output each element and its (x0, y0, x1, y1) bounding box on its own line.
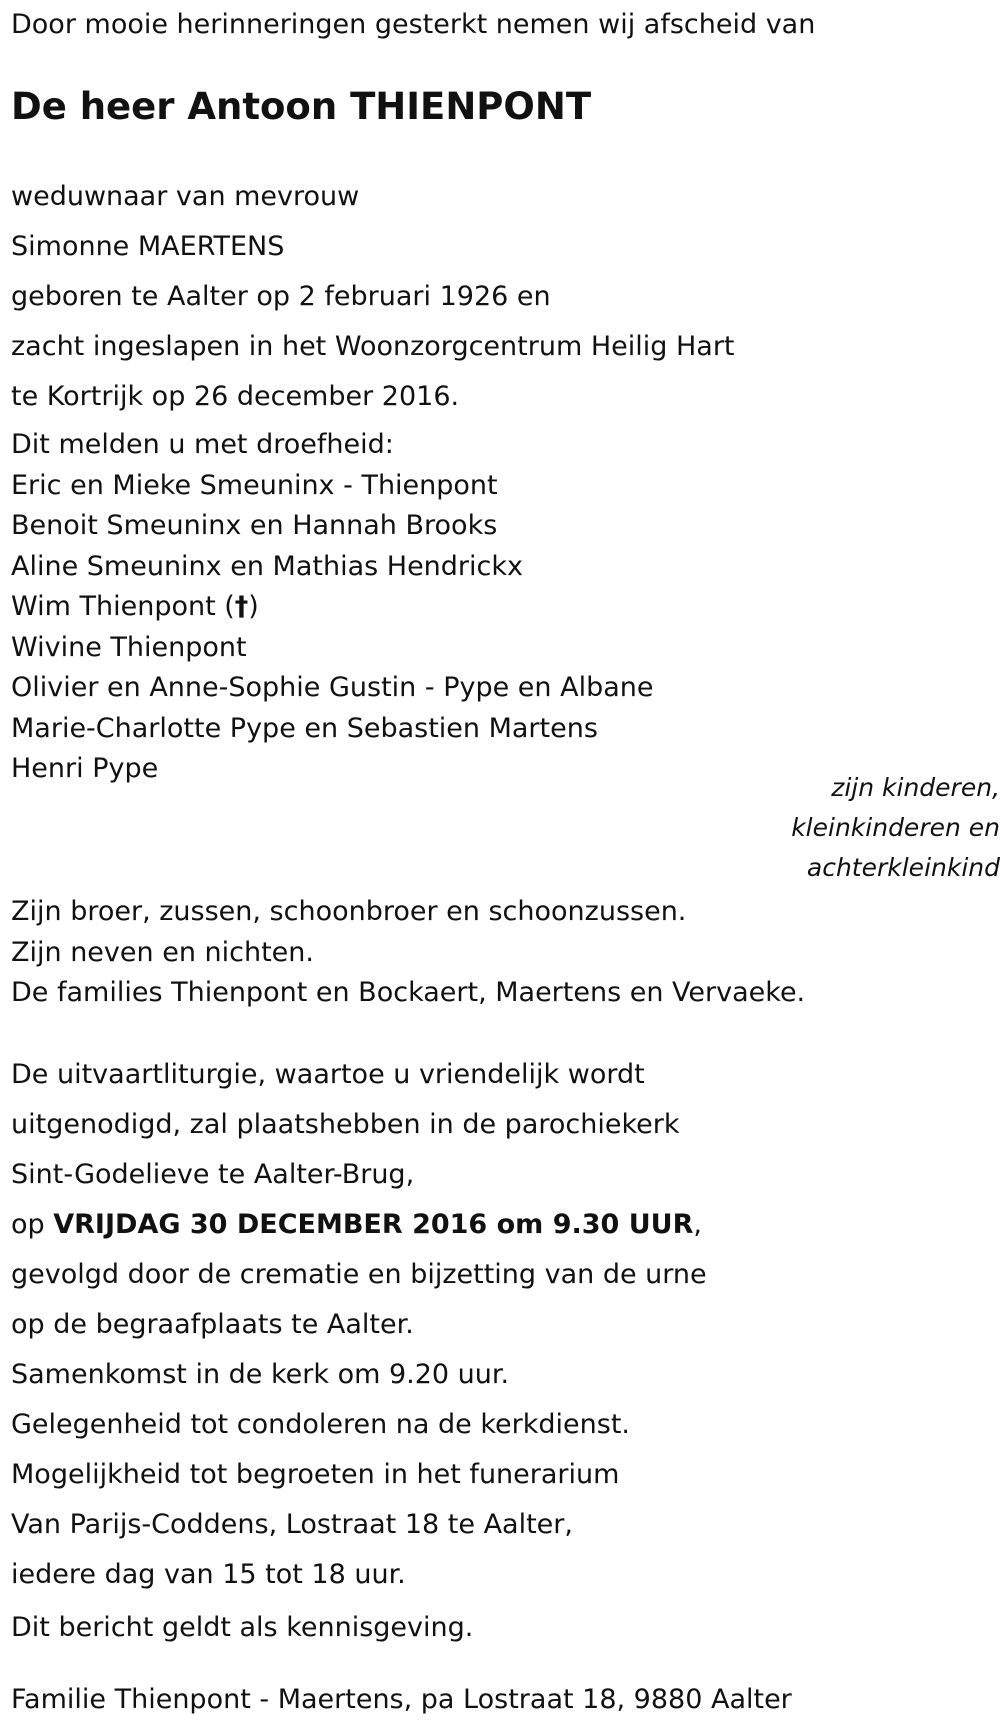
announcers-heading: Dit melden u met droefheid: (11, 429, 394, 460)
service-line: op de begraafplaats te Aalter. (11, 1309, 414, 1340)
service-date-line (11, 1200, 707, 1250)
service-line: gevolgd door de crematie en bijzetting van de urne (11, 1259, 707, 1290)
bio-line: te Kortrijk op 26 december 2016. (11, 381, 460, 412)
bio-line: Simonne MAERTENS (11, 231, 285, 262)
relation-line: kleinkinderen en (791, 813, 1000, 842)
announcer-name: Wivine Thienpont (11, 631, 247, 663)
service-line: De uitvaartliturgie, waartoe u vriendelijk wordt (11, 1059, 645, 1090)
service-line: Van Parijs-Coddens, Lostraat 18 te Aalter, (11, 1509, 573, 1540)
service-line: uitgenodigd, zal plaatshebben in de parochiekerk (11, 1109, 680, 1140)
intro-text: Door mooie herinneringen gesterkt nemen wij afscheid van (11, 9, 816, 40)
service-date-prefix: op (11, 1209, 54, 1240)
bio-block (11, 172, 735, 422)
relation-block (791, 768, 1000, 888)
service-line: Dit bericht geldt als kennisgeving. (11, 1612, 474, 1643)
service-date: VRIJDAG 30 DECEMBER 2016 om 9.30 UUR (53, 1209, 694, 1240)
service-line: Samenkomst in de kerk om 9.20 uur. (11, 1359, 510, 1390)
family-block (11, 892, 805, 1014)
family-address: Familie Thienpont - Maertens, pa Lostraat 18, 9880 Aalter (11, 1684, 792, 1715)
service-line: iedere dag van 15 tot 18 uur. (11, 1559, 406, 1590)
notice-line-block (11, 1608, 473, 1649)
relation-line: achterkleinkind (806, 853, 1000, 882)
service-block (11, 1050, 707, 1600)
bio-line: weduwnaar van mevrouw (11, 181, 360, 212)
bio-line: geboren te Aalter op 2 februari 1926 en (11, 281, 551, 312)
relation-line: zijn kinderen, (831, 773, 1000, 802)
announcer-name: Benoit Smeuninx en Hannah Brooks (11, 510, 498, 541)
announcer-name: Marie-Charlotte Pype en Sebastien Martens (11, 712, 598, 744)
service-line: Sint-Godelieve te Aalter-Brug, (11, 1159, 415, 1190)
service-line: Mogelijkheid tot begroeten in het funerarium (11, 1459, 620, 1490)
announcer-name-text: Wim Thienpont ( (11, 591, 235, 622)
family-line: Zijn broer, zussen, schoonbroer en schoonzussen. (11, 896, 687, 927)
announcer-name: Henri Pype (11, 753, 159, 784)
announcer-name-deceased (11, 587, 653, 628)
announcer-name: Aline Smeuninx en Mathias Hendrickx (11, 550, 523, 582)
family-line: De families Thienpont en Bockaert, Maertens en Vervaeke. (11, 977, 806, 1008)
announcer-name: Eric en Mieke Smeuninx - Thienpont (11, 469, 498, 501)
service-date-suffix: , (693, 1209, 702, 1240)
bio-line: zacht ingeslapen in het Woonzorgcentrum Heilig Hart (11, 331, 735, 362)
announcer-name: Olivier en Anne-Sophie Gustin - Pype en Albane (11, 672, 654, 703)
service-line: Gelegenheid tot condoleren na de kerkdienst. (11, 1409, 630, 1440)
announcers-block (11, 425, 653, 790)
announcer-name-close: ) (248, 591, 259, 622)
deceased-name: De heer Antoon THIENPONT (11, 85, 592, 128)
family-line: Zijn neven en nichten. (11, 936, 314, 968)
cross-icon: † (234, 591, 249, 622)
